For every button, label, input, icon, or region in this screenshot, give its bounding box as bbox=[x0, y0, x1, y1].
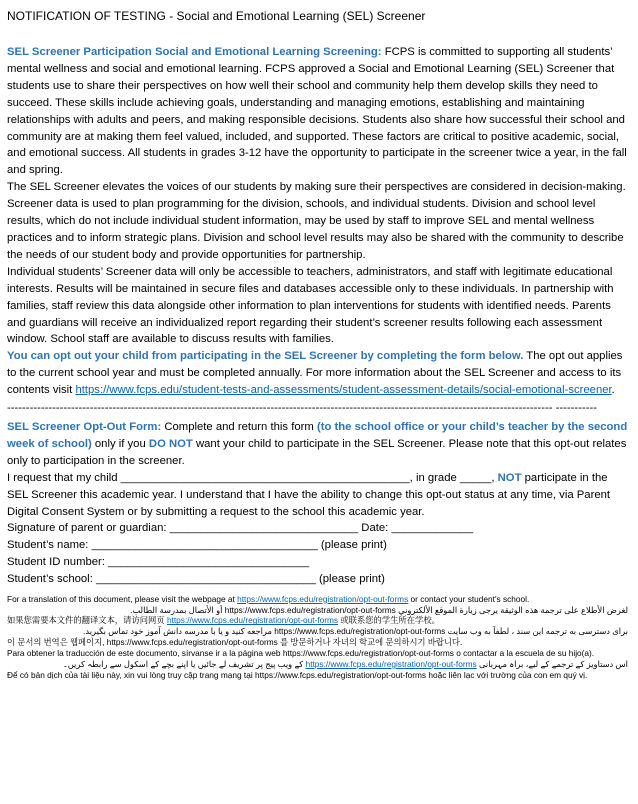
opt-out-form-text-2: only if you bbox=[91, 437, 149, 450]
sel-screener-info-link[interactable]: https://www.fcps.edu/student-tests-and-assessments/student-assessment-details/social-emotional-screener bbox=[75, 384, 612, 397]
grade-blank: _____ bbox=[459, 471, 492, 484]
student-school-label: Student’s school: bbox=[7, 572, 96, 585]
translation-text: For a translation of this document, please visit the webpage at bbox=[7, 593, 238, 604]
student-school-note: (please print) bbox=[315, 572, 385, 585]
signature-blank: ______________________________ bbox=[169, 522, 359, 535]
translation-text: 或联系您的学生所在学校。 bbox=[338, 615, 440, 626]
request-text-3: , bbox=[491, 471, 498, 484]
translation-line-chinese bbox=[7, 615, 628, 626]
not-highlight: NOT bbox=[497, 471, 522, 484]
child-name-blank: ______________________________________________ bbox=[120, 471, 410, 484]
request-text-4: participate in the SEL Screener this academic year. I understand that I have the ability to change this opt-out status at any time, via Parent Digital Consent System or by submitting a request to the school this academic year. bbox=[7, 471, 611, 518]
page-title: NOTIFICATION OF TESTING - Social and Emotional Learning (SEL) Screener bbox=[7, 9, 426, 23]
translation-text: اس دستاویز کے ترجمے کے لیے، براہ مہربانی bbox=[476, 659, 628, 670]
student-name-line bbox=[7, 537, 628, 554]
translation-text: 이 문서의 번역은 웹페이지, bbox=[7, 637, 107, 648]
student-school-blank: ___________________________________ bbox=[95, 572, 316, 585]
translation-text: o contactar a la escuela de su hijo(a). bbox=[453, 648, 595, 659]
request-text-2: , in grade bbox=[409, 471, 460, 484]
translation-text: 를 방문하거나 자녀의 학교에 문의하시기 바랍니다. bbox=[277, 637, 463, 648]
translation-line-farsi bbox=[7, 626, 628, 637]
paragraph-participation bbox=[7, 44, 628, 179]
opt-out-form-text-1: Complete and return this form bbox=[161, 421, 317, 434]
translation-text: أو الأتصال بمدرسة الطالب. bbox=[130, 604, 225, 615]
translation-line-spanish bbox=[7, 648, 628, 659]
opt-out-forms-url: https://www.fcps.edu/registration/opt-out-forms bbox=[224, 604, 396, 615]
opt-out-form-heading: SEL Screener Opt-Out Form: bbox=[7, 421, 162, 434]
translation-line-korean bbox=[7, 637, 628, 648]
opt-out-forms-url: https://www.fcps.edu/registration/opt-out-forms bbox=[254, 670, 427, 680]
opt-out-forms-link[interactable]: https://www.fcps.edu/registration/opt-out-forms bbox=[166, 615, 339, 626]
opt-out-forms-link[interactable]: https://www.fcps.edu/registration/opt-out-forms bbox=[305, 659, 477, 670]
participation-heading: SEL Screener Participation Social and Emotional Learning Screening: bbox=[7, 46, 382, 58]
translation-line-vietnamese bbox=[7, 670, 628, 681]
student-name-label: Student’s name: bbox=[7, 539, 92, 552]
date-blank: _____________ bbox=[391, 522, 474, 535]
student-id-blank: ________________________________ bbox=[108, 556, 310, 569]
student-school-line bbox=[7, 571, 628, 588]
translation-text: کے ویب پیج پر تشریف لے جائیں یا اپنے بچے کے اسکول سے رابطہ کریں۔ bbox=[62, 659, 306, 670]
translation-line-urdu bbox=[7, 659, 628, 670]
translation-text: 如果您需要本文件的翻译文本，请访问网页 bbox=[7, 615, 167, 626]
student-id-line bbox=[7, 554, 628, 571]
signature-line bbox=[7, 520, 628, 537]
request-text-1: I request that my child bbox=[7, 471, 121, 484]
paragraph-request bbox=[7, 470, 628, 521]
opt-out-forms-url: https://www.fcps.edu/registration/opt-out-forms bbox=[282, 648, 454, 659]
do-not-highlight: DO NOT bbox=[148, 437, 193, 450]
translation-text: مراجعه کنید و یا با مدرسه دانش آموز خود تماس بگیرید. bbox=[83, 626, 275, 637]
translation-text: Để có bản dịch của tài liệu này, xin vui lòng truy cập trang mạng tại bbox=[7, 670, 255, 680]
signature-block bbox=[7, 520, 628, 587]
date-label: Date: bbox=[358, 522, 392, 535]
paragraph-opt-out-form bbox=[7, 419, 628, 470]
opt-out-text: The opt out applies to the current school year and must be completed annually. For more information about the SEL Screener and access to its contents visit bbox=[7, 350, 623, 397]
translation-text: hoặc liên lạc với trường của con em quý vị. bbox=[426, 670, 588, 680]
translation-line-arabic bbox=[7, 605, 628, 616]
translation-text: برای دسترسی به ترجمه این سند ، لطفاً به وب سایت bbox=[445, 626, 628, 637]
opt-out-forms-url: https://www.fcps.edu/registration/opt-out-forms bbox=[106, 637, 278, 648]
translation-footer bbox=[7, 594, 628, 681]
signature-label: Signature of parent or guardian: bbox=[7, 522, 170, 535]
paragraph-elevates-voices: The SEL Screener elevates the voices of our students by making sure their perspectives are considered in decision-making. Screener data is used to plan programming for the division, schools, and individual students. Division and school level results, which do not include individual student information, may be used by staff to improve SEL and mental wellness practices and to inform strategic plans. Division and school level results may also be shared with the community to describe the needs of our student body and provide opportunities for partnership. bbox=[7, 181, 626, 261]
opt-out-lead: You can opt out your child from participating in the SEL Screener by completing the form below. bbox=[7, 350, 524, 363]
return-instructions-highlight: (to the school office or your child’s teacher by the second week of school) bbox=[7, 421, 628, 450]
paragraph-opt-out-info bbox=[7, 348, 628, 399]
opt-out-form-text-3: want your child to participate in the SEL Screener. Please note that this opt-out relates only to participation in the screener. bbox=[7, 437, 627, 467]
opt-out-tail: . bbox=[611, 384, 615, 397]
translation-text: Para obtener la traducción de este documento, sírvanse ir a la página web bbox=[7, 648, 283, 659]
translation-line-english bbox=[7, 594, 628, 605]
opt-out-forms-link[interactable]: https://www.fcps.edu/registration/opt-out-forms bbox=[237, 593, 409, 604]
translation-text: لغرض الأطلاع على ترجمة هذه الوثيقة يرجى زيارة الموقع الألكتروني bbox=[395, 604, 628, 615]
student-id-label: Student ID number: bbox=[7, 556, 109, 569]
paragraph-data-access: Individual students’ Screener data will only be accessible to teachers, administrators, and staff with legitimate educational interests. Results will be maintained in secure files and databases accessible only to these individuals. In partnership with families, staff review this data alongside other information to plan interventions for students with identified needs. Parents and guardians will receive an individualized report regarding their student’s screener results following each assessment window. School staff are available to discuss results with families. bbox=[7, 265, 614, 346]
student-name-note: (please print) bbox=[317, 539, 387, 552]
dashed-separator: ------------------------------------------------------------------------------------------------------------------------------------------------- ----------- bbox=[7, 402, 598, 415]
participation-text: FCPS is committed to supporting all students’ mental wellness and social and emotional learning. FCPS approved a Social and Emotional Learning (SEL) Screener that students use to share their perspectives on how well their school and community help them develop skills they need to succeed. These skills include achieving goals, understanding and managing emotions, establishing and maintaining relationships with adults and peers, and making responsible decisions. Students also share how successful their school and community are at making them feel valued, included, and supported. These factors are critical to positive academic, social, and emotional success. All students in grades 3-12 have the opportunity to participate in the screener twice a year, in the fall and spring. bbox=[7, 46, 627, 177]
translation-text: or contact your student's school. bbox=[408, 593, 530, 604]
opt-out-forms-url: https://www.fcps.edu/registration/opt-out-forms bbox=[274, 626, 446, 637]
student-name-blank: ____________________________________ bbox=[91, 539, 318, 552]
